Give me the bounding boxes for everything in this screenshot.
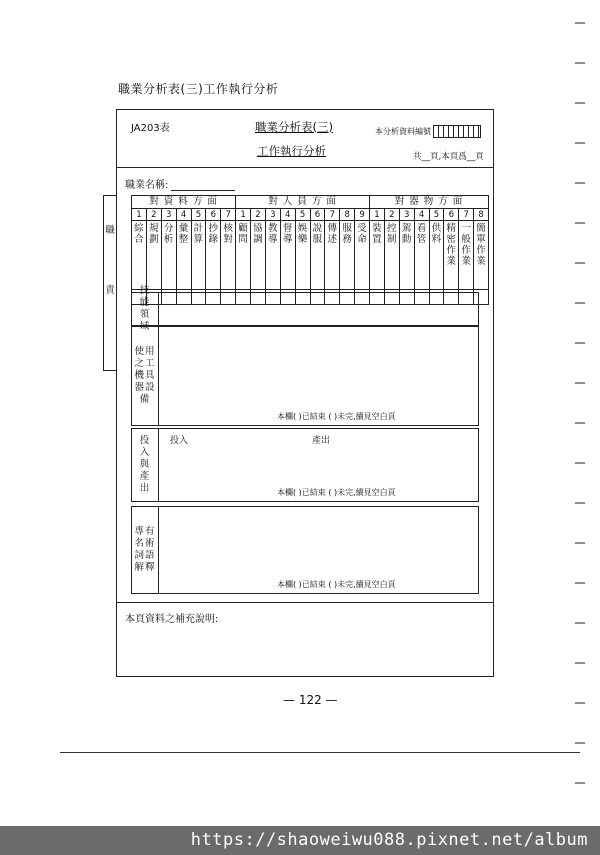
function-name — [355, 221, 370, 290]
terminology-label: 專有名術詞語解釋 — [132, 507, 159, 593]
function-number: 9 — [355, 209, 370, 221]
terminology-status-note: 本欄( )已結束 ( )未完,續見空白頁 — [277, 580, 396, 589]
function-number: 4 — [176, 209, 191, 221]
function-name-text: 分析 — [163, 223, 174, 245]
bottom-rule — [60, 752, 580, 753]
function-name-text: 督導 — [282, 223, 293, 245]
function-name-text: 綜合 — [134, 223, 144, 245]
function-name-text: 控制 — [387, 223, 397, 245]
function-number: 7 — [221, 209, 236, 221]
equipment-status-note: 本欄( )已結束 ( )未完,續見空白頁 — [277, 412, 396, 421]
function-name — [340, 221, 355, 290]
input-output-label: 投入與產出 — [132, 429, 159, 501]
function-name-text: 一般作業 — [461, 223, 471, 267]
page-number: — 122 — — [283, 693, 338, 707]
function-name-text: 看管 — [416, 223, 427, 245]
function-name — [370, 221, 385, 290]
function-number: 8 — [474, 209, 489, 221]
watermark-bar — [0, 826, 600, 855]
function-name-text: 服務 — [342, 223, 352, 245]
function-name-text: 駕動 — [401, 223, 412, 245]
supplement-label: 本頁資料之補充說明: — [125, 614, 219, 625]
function-name-text: 規劃 — [149, 223, 159, 245]
function-number: 1 — [132, 209, 147, 221]
output-label: 產出 — [312, 436, 331, 446]
function-name — [414, 221, 429, 290]
function-name — [191, 221, 206, 290]
skill-domain-label: 技能領域 — [132, 293, 159, 325]
function-number: 4 — [280, 209, 295, 221]
function-name — [161, 221, 176, 290]
function-name — [429, 221, 444, 290]
function-number: 1 — [236, 209, 251, 221]
skill-domain-row — [131, 285, 479, 332]
function-name — [444, 221, 459, 290]
input-output-status-note: 本欄( )已結束 ( )未完,續見空白頁 — [277, 488, 396, 497]
function-number: 1 — [370, 209, 385, 221]
function-number: 3 — [265, 209, 280, 221]
function-name — [474, 221, 489, 290]
input-label: 投入 — [170, 436, 189, 446]
function-name — [399, 221, 414, 290]
function-name-text: 傳述 — [327, 223, 338, 245]
function-name-text: 供料 — [431, 223, 442, 245]
job-name-label: 職業名稱: — [125, 180, 169, 191]
function-name-text: 彙整 — [178, 223, 189, 245]
function-name — [459, 221, 474, 290]
watermark-url: https://shaoweiwu088.pixnet.net/album — [190, 830, 588, 850]
function-number: 6 — [206, 209, 221, 221]
function-name — [310, 221, 325, 290]
supplement-divider — [117, 602, 493, 603]
function-number: 4 — [414, 209, 429, 221]
function-number: 2 — [146, 209, 161, 221]
function-number: 7 — [325, 209, 340, 221]
function-name — [236, 221, 251, 290]
job-name — [125, 176, 235, 191]
function-number: 8 — [340, 209, 355, 221]
function-name-text: 受命 — [357, 223, 367, 245]
group-header-0: 對 資 料 方 面 — [132, 196, 236, 209]
function-name-text: 核對 — [223, 223, 233, 245]
function-number: 3 — [399, 209, 414, 221]
function-number: 2 — [384, 209, 399, 221]
group-header-1: 對 人 員 方 面 — [236, 196, 370, 209]
function-name — [384, 221, 399, 290]
function-name-text: 簡單作業 — [476, 223, 486, 267]
function-name-text: 顧問 — [238, 223, 248, 245]
function-number: 5 — [191, 209, 206, 221]
record-number-label: 本分析資料編號 — [375, 127, 431, 136]
function-name-text: 說服 — [312, 223, 323, 245]
terminology-section — [131, 506, 479, 594]
duty-function-grid — [131, 195, 489, 305]
function-name-text: 娛樂 — [297, 223, 308, 245]
analysis-form: JA203表 職業分析表(三) 工作執行分析 本分析資料編號 共__頁,本頁爲__頁 職業名稱: 職責 對 資 料 方 面 對 人 員 方 面 對 器 物 方 面 1 2 3 4 5 6 7 1 2 3 4 5 6 7 8 9 1 2 3 4 5 6 7 8 綜合 規劃 分析 彙整 計算 抄錄 核對 顧問 協調 教導 督導 娛樂 說服 傳述 服務 受命 裝置 控制 駕動 看管 供料 精密作業 一般作業 簡單作業 技能領域 使用之工機具器設備 本欄( )已結束 ( )未完,續見空白頁 投入與產出 投入 產出 本欄( )已結束 ( )未完,續見空白頁 專有名術詞語解釋 本欄( )已結束 ( )未完,續見空白頁 本頁資料之補充說明: — [116, 109, 494, 677]
function-number: 6 — [310, 209, 325, 221]
job-name-field[interactable] — [171, 180, 235, 191]
function-name-text: 精密作業 — [446, 223, 457, 267]
function-name — [325, 221, 340, 290]
function-number: 5 — [295, 209, 310, 221]
function-name — [251, 221, 266, 290]
record-number-box[interactable] — [433, 125, 481, 138]
function-name — [265, 221, 280, 290]
function-number: 3 — [161, 209, 176, 221]
function-name-text: 教導 — [268, 223, 278, 245]
equipment-section — [131, 326, 479, 426]
form-subtitle: 工作執行分析 — [257, 144, 326, 158]
input-output-section — [131, 428, 479, 502]
function-name — [206, 221, 221, 290]
scan-edge-marks — [575, 0, 585, 800]
function-name — [146, 221, 161, 290]
page-count: 共__頁,本頁爲__頁 — [413, 152, 484, 162]
form-title: 職業分析表(三) — [255, 120, 333, 134]
group-header-2: 對 器 物 方 面 — [370, 196, 489, 209]
function-number: 2 — [251, 209, 266, 221]
function-name — [221, 221, 236, 290]
function-number: 6 — [444, 209, 459, 221]
function-name — [176, 221, 191, 290]
function-name — [132, 221, 147, 290]
equipment-label: 使用之工機具器設備 — [132, 327, 159, 425]
function-name-text: 裝置 — [372, 223, 382, 245]
record-number — [375, 125, 481, 138]
function-name — [295, 221, 310, 290]
function-name-text: 抄錄 — [208, 223, 219, 245]
function-number: 7 — [459, 209, 474, 221]
document-heading: 職業分析表(三)工作執行分析 — [118, 82, 279, 96]
function-name — [280, 221, 295, 290]
function-name-text: 計算 — [193, 223, 204, 245]
form-code: JA203表 — [131, 123, 170, 134]
function-name-text: 協調 — [253, 223, 263, 245]
header-divider — [117, 167, 493, 168]
function-number: 5 — [429, 209, 444, 221]
